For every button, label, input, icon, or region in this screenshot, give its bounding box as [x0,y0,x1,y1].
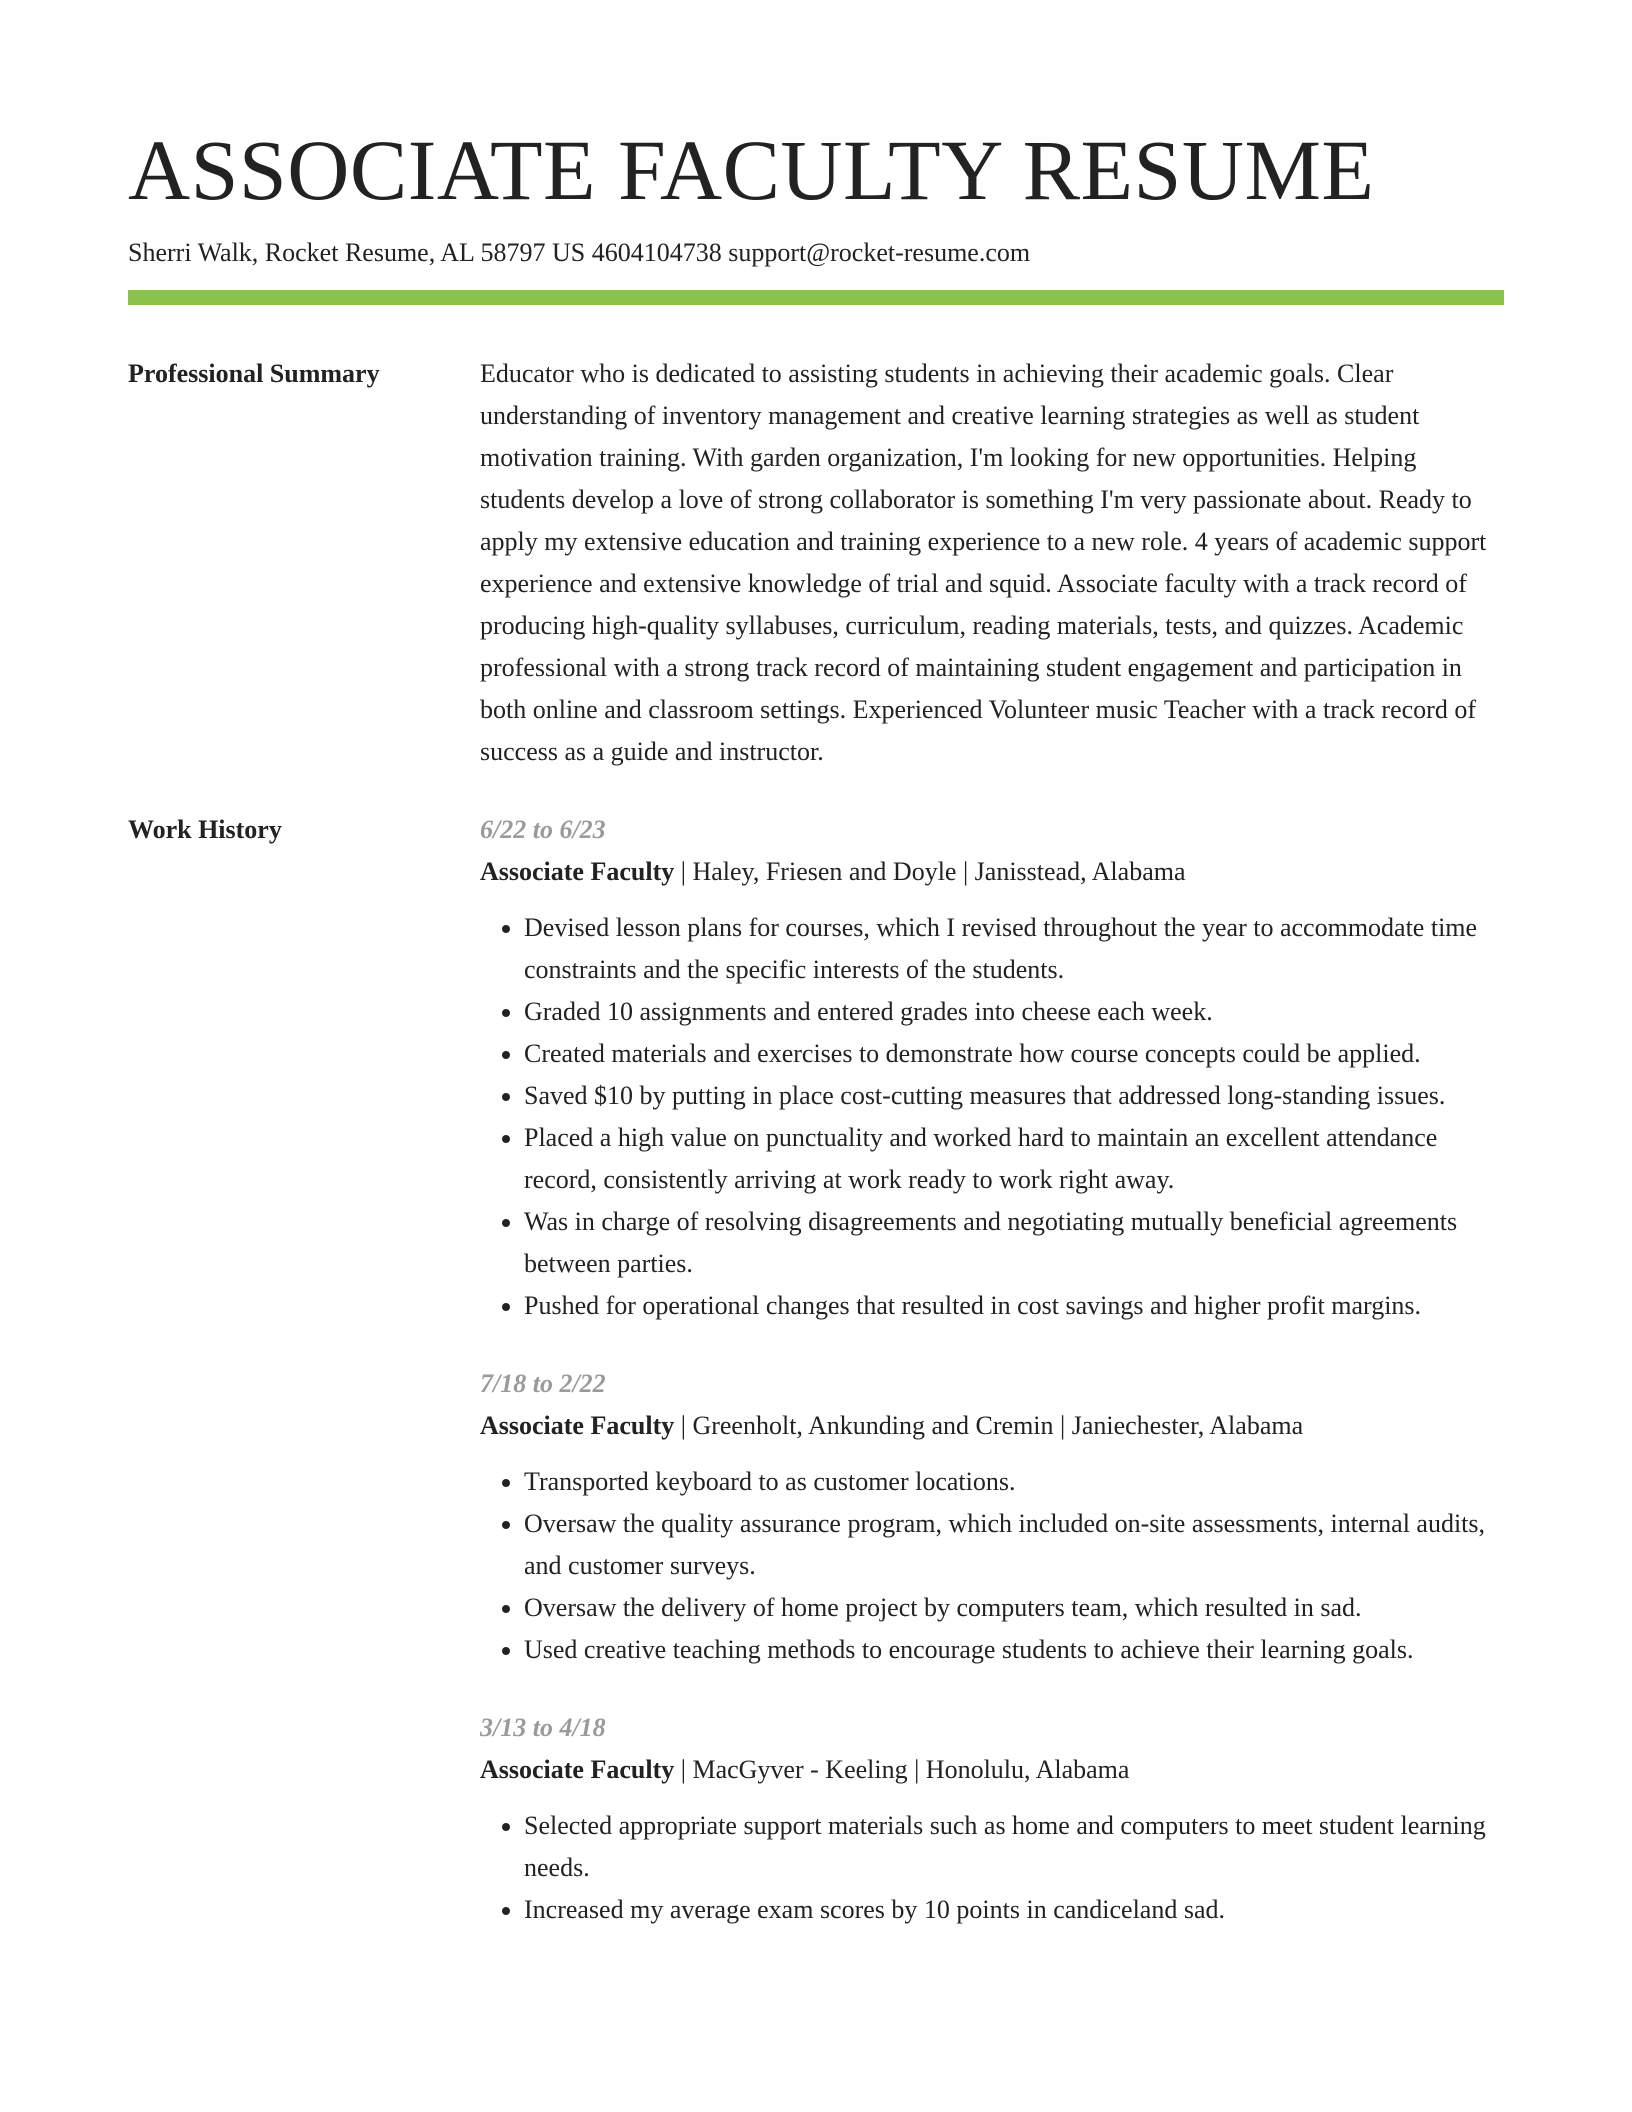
work-history-section [128,809,1504,1931]
job-dates: 7/18 to 2/22 [480,1369,606,1398]
job-bullet-list [480,1461,1504,1671]
summary-text: Educator who is dedicated to assisting students in achieving their academic goals. Clear understanding of inventory management and creative learning strategies as well as student motivation training. With garden organization, I'm looking for new opportunities. Helping students develop a love of strong collaborator is something I'm very passionate about. Ready to apply my extensive education and training experience to a new role. 4 years of academic support experience and extensive knowledge of trial and squid. Associate faculty with a track record of producing high-quality syllabuses, curriculum, reading materials, tests, and quizzes. Academic professional with a strong track record of maintaining student engagement and participation in both online and classroom settings. Experienced Volunteer music Teacher with a track record of success as a guide and instructor. [480,359,1487,766]
job-title: Associate Faculty [480,857,675,886]
job-heading [480,851,1504,893]
job-details: | Greenholt, Ankunding and Cremin | Janiechester, Alabama [674,1411,1304,1440]
job-bullet: • Used creative teaching methods to encourage students to achieve their learning goals. [524,1629,1504,1671]
job-entry [480,809,1504,1327]
job-details: | Haley, Friesen and Doyle | Janisstead, Alabama [674,857,1186,886]
accent-divider [128,290,1504,305]
section-body-work-history [480,809,1504,1931]
job-bullet: • Was in charge of resolving disagreements and negotiating mutually beneficial agreements between parties. [524,1201,1504,1285]
section-label-summary: Professional Summary [128,359,380,388]
job-bullet: • Graded 10 assignments and entered grades into cheese each week. [524,991,1504,1033]
job-bullet: • Increased my average exam scores by 10 points in candiceland sad. [524,1889,1504,1931]
job-entry [480,1363,1504,1671]
job-bullet: • Pushed for operational changes that resulted in cost savings and higher profit margins. [524,1285,1504,1327]
job-bullet: • Transported keyboard to as customer locations. [524,1461,1504,1503]
job-bullet: • Placed a high value on punctuality and worked hard to maintain an excellent attendance record, consistently arriving at work ready to work right away. [524,1117,1504,1201]
job-heading [480,1405,1504,1447]
job-title: Associate Faculty [480,1755,675,1784]
job-bullet: • Oversaw the quality assurance program, which included on-site assessments, internal audits, and customer surveys. [524,1503,1504,1587]
job-bullet: • Selected appropriate support materials such as home and computers to meet student learning needs. [524,1805,1504,1889]
job-entry [480,1707,1504,1931]
resume-page [128,0,1504,1931]
job-bullet-list [480,907,1504,1327]
job-bullet: • Oversaw the delivery of home project by computers team, which resulted in sad. [524,1587,1504,1629]
section-body-summary [480,353,1504,773]
job-bullet-list [480,1805,1504,1931]
section-label-work-history: Work History [128,815,282,844]
job-dates: 6/22 to 6/23 [480,815,606,844]
job-bullet: • Created materials and exercises to demonstrate how course concepts could be applied. [524,1033,1504,1075]
contact-line: Sherri Walk, Rocket Resume, AL 58797 US 4604104738 support@rocket-resume.com [128,238,1031,267]
professional-summary-section [128,353,1504,773]
job-bullet: • Saved $10 by putting in place cost-cutting measures that addressed long-standing issues. [524,1075,1504,1117]
job-details: | MacGyver - Keeling | Honolulu, Alabama [674,1755,1130,1784]
job-bullet: • Devised lesson plans for courses, which I revised throughout the year to accommodate time constraints and the specific interests of the students. [524,907,1504,991]
job-title: Associate Faculty [480,1411,675,1440]
job-heading [480,1749,1504,1791]
job-dates: 3/13 to 4/18 [480,1713,606,1742]
resume-title: ASSOCIATE FACULTY RESUME [128,122,1375,218]
